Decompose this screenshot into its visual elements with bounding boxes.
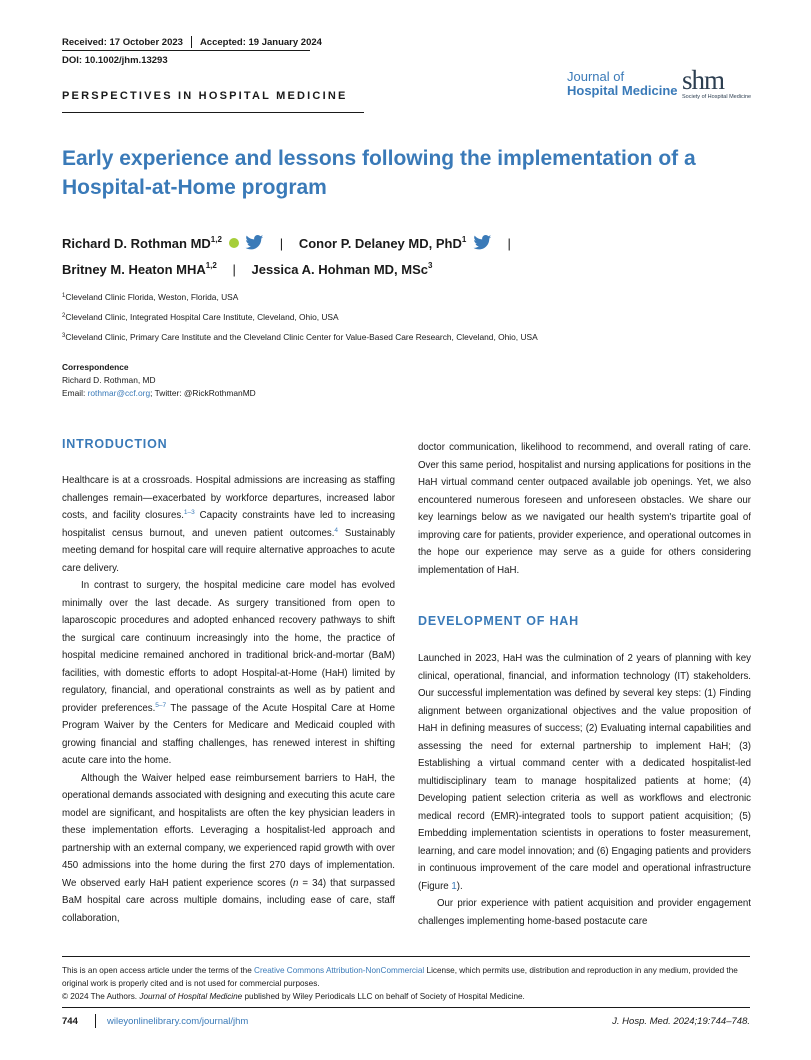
figure-link[interactable]: 1 [451, 880, 457, 892]
text-run: Capacity constraints have led to increasing hospitalist census burnout, and uneven patient outcomes. [62, 510, 395, 539]
affiliation-number: 1 [62, 293, 66, 299]
section-rule [62, 112, 364, 113]
copyright-text [62, 990, 752, 1003]
shm-logo[interactable] [682, 65, 778, 102]
author-separator: | [279, 236, 284, 251]
author-separator: | [232, 262, 236, 277]
received-date: Received: 17 October 2023 [62, 36, 183, 48]
correspondence-contact [62, 387, 256, 400]
page-separator [95, 1014, 96, 1028]
affiliation-number: 2 [62, 313, 66, 319]
journal-logo-line1: Journal of [567, 69, 625, 84]
text-run: Although the Waiver helped ease reimbursement barriers to HaH, the operational demands associated with designing and executing this acute care model are significant, and hospitalists are often the key physician leaders in these implementation efforts. Leveraging a hospitalist-led approach and partnership with an external company, we experienced rapid growth with over 450 admissions into the home during the first 270 days of implementation. We observed early HaH patient experience scores ( [62, 772, 395, 889]
author-list [62, 231, 762, 283]
affiliation-text: Cleveland Clinic Florida, Weston, Florida, USA [65, 292, 239, 302]
journal-logo[interactable] [567, 70, 678, 97]
text-run: Sustainably meeting demand for hospital care will require alternative approaches to acute care delivery. [62, 527, 395, 574]
correspondence-heading: Correspondence [62, 362, 129, 372]
affiliation-text: Cleveland Clinic, Integrated Hospital Care Institute, Cleveland, Ohio, USA [65, 312, 339, 322]
right-column-top [418, 439, 751, 579]
affiliation [62, 292, 238, 302]
text-run: This is an open access article under the terms of the [62, 966, 255, 975]
date-separator [191, 36, 192, 48]
footer-rule [62, 956, 750, 957]
shm-logo-mark: shm [682, 65, 725, 95]
affiliation [62, 332, 538, 342]
footer-rule-bottom [62, 1007, 750, 1008]
development-heading: DEVELOPMENT OF HAH [418, 614, 579, 628]
license-text [62, 964, 752, 990]
paragraph [62, 472, 395, 577]
text-run: published by Wiley Periodicals LLC on behalf of Society of Hospital Medicine. [242, 992, 525, 1001]
author-affiliation: 1,2 [205, 261, 217, 270]
text-run: The passage of the Acute Hospital Care at Home Program Waiver by the Centers for Medicare and Medicaid coupled with growing financial and staffing challenges, has renewed interest in shifting acute care into the home. [62, 702, 395, 766]
orcid-icon[interactable] [229, 238, 239, 248]
text-run: = 34) that surpassed BaM hospital care across multiple domains, including ease of care, staff collaboration, [62, 877, 395, 924]
author-line-1 [62, 231, 762, 257]
text-run: © 2024 The Authors. [62, 992, 140, 1001]
introduction-heading: INTRODUCTION [62, 437, 168, 451]
correspondence [62, 361, 256, 400]
twitter-icon[interactable] [473, 235, 492, 250]
reference-link[interactable]: 4 [334, 526, 339, 534]
twitter-handle: ; Twitter: @RickRothmanMD [150, 388, 256, 398]
author-name[interactable]: Conor P. Delaney MD, PhD [298, 236, 462, 251]
license-note [62, 964, 752, 1003]
author-affiliation: 1 [461, 235, 467, 244]
email-label: Email: [62, 388, 88, 398]
journal-site-link[interactable]: wileyonlinelibrary.com/journal/jhm [107, 1016, 249, 1027]
twitter-icon[interactable] [245, 235, 264, 250]
paragraph [418, 650, 751, 895]
author-line-2 [62, 257, 762, 283]
email-link[interactable]: rothmar@ccf.org [87, 388, 151, 398]
author-affiliation: 3 [428, 261, 433, 270]
journal-logo-line2: Hospital Medicine [567, 83, 678, 98]
citation: J. Hosp. Med. 2024;19:744–748. [612, 1016, 750, 1027]
text-run: ). [456, 880, 463, 892]
affiliation-text: Cleveland Clinic, Primary Care Institute and the Cleveland Clinic Center for Value-Based Care Research, Cleveland, Ohio, USA [65, 332, 538, 342]
license-link[interactable]: Creative Commons Attribution-NonCommercial [254, 966, 425, 975]
reference-link[interactable]: 5–7 [155, 701, 167, 709]
accepted-date: Accepted: 19 January 2024 [199, 36, 322, 48]
author-name[interactable]: Richard D. Rothman MD [62, 236, 211, 251]
text-run: License, which permits use, distribution and reproduction in any medium, provided the original work is properly cited and is not used for commercial purposes. [62, 966, 738, 988]
page-number: 744 [62, 1016, 78, 1027]
author-affiliation: 1,2 [210, 235, 222, 244]
text-run: Launched in 2023, HaH was the culmination of 2 years of planning with key clinical, operational, financial, and information technology (IT) stakeholders. Our successful implementation was defined by several key steps: (1) Finding alignment between organizational objectives and the value proposition of HaH in defining measures of success; (2) Evaluating internal capabilities and assessing the need for external partnership to implement HaH; (3) Establishing a virtual command center with a dedicated hospitalist-led multidisciplinary team to manage hospitalized patients at home; (4) Developing patient selection criteria as well as workflows and electronic medical record (EMR)-integrated tools to support patient acquisition; (5) Embedding implementation scientists in operations to foster measurement, learning, and care model innovation; and (6) Engaging patients and providers in continuous improvement of the care model and operational infrastructure (Figure [418, 653, 751, 892]
journal-name: Journal of Hospital Medicine [139, 992, 243, 1001]
right-column-bottom [418, 650, 751, 930]
header-rule [62, 50, 310, 51]
author-name[interactable]: Britney M. Heaton MHA [62, 262, 206, 277]
affiliation-number: 3 [62, 333, 66, 339]
paragraph [62, 577, 395, 770]
left-column [62, 472, 395, 927]
author-name[interactable]: Jessica A. Hohman MD, MSc [251, 262, 429, 277]
affiliation [62, 312, 339, 322]
correspondence-name: Richard D. Rothman, MD [62, 375, 156, 385]
paragraph: doctor communication, likelihood to recommend, and overall rating of care. Over this same period, hospitalist and nursing applications for positions in the HaH virtual command center outpaced available job openings. Yet, we also encountered numerous foreseen and unforeseen obstacles. We share our key learnings below as we navigated our health system's tripartite goal of improving care for patients, provider experience, and operational outcomes in the hope our experience may serve as a guide for others considering implementation of HaH. [418, 442, 751, 576]
section-label: PERSPECTIVES IN HOSPITAL MEDICINE [62, 90, 348, 102]
doi: DOI: 10.1002/jhm.13293 [62, 55, 168, 66]
author-separator: | [507, 236, 511, 251]
paragraph: Our prior experience with patient acquisition and provider engagement challenges implementing home-based postacute care [418, 898, 751, 927]
text-run: Healthcare is at a crossroads. Hospital admissions are increasing as staffing challenges remain—exacerbated by workforce departures, increased labor costs, and facility closures. [62, 475, 395, 521]
reference-link[interactable]: 1–3 [183, 509, 195, 516]
article-title: Early experience and lessons following the implementation of a Hospital-at-Home program [62, 147, 696, 199]
variable-n: n [293, 877, 299, 889]
article-dates [62, 36, 322, 48]
shm-logo-tagline: Society of Hospital Medicine [682, 94, 752, 100]
paragraph [62, 770, 395, 928]
text-run: In contrast to surgery, the hospital medicine care model has evolved minimally over the last decade. As surgery transitioned from open to laparoscopic procedures and adopted enhanced recovery pathways to shift the surgical care continuum increasingly into the home, the practice of hospital medicine remained anchored in traditional brick-and-mortar (BaM) facilities, with domestic efforts to adopt Hospital-at-Home (HaH) limited by regulatory, financial, and operational constraints as well as by patient and provider preferences. [62, 580, 395, 714]
